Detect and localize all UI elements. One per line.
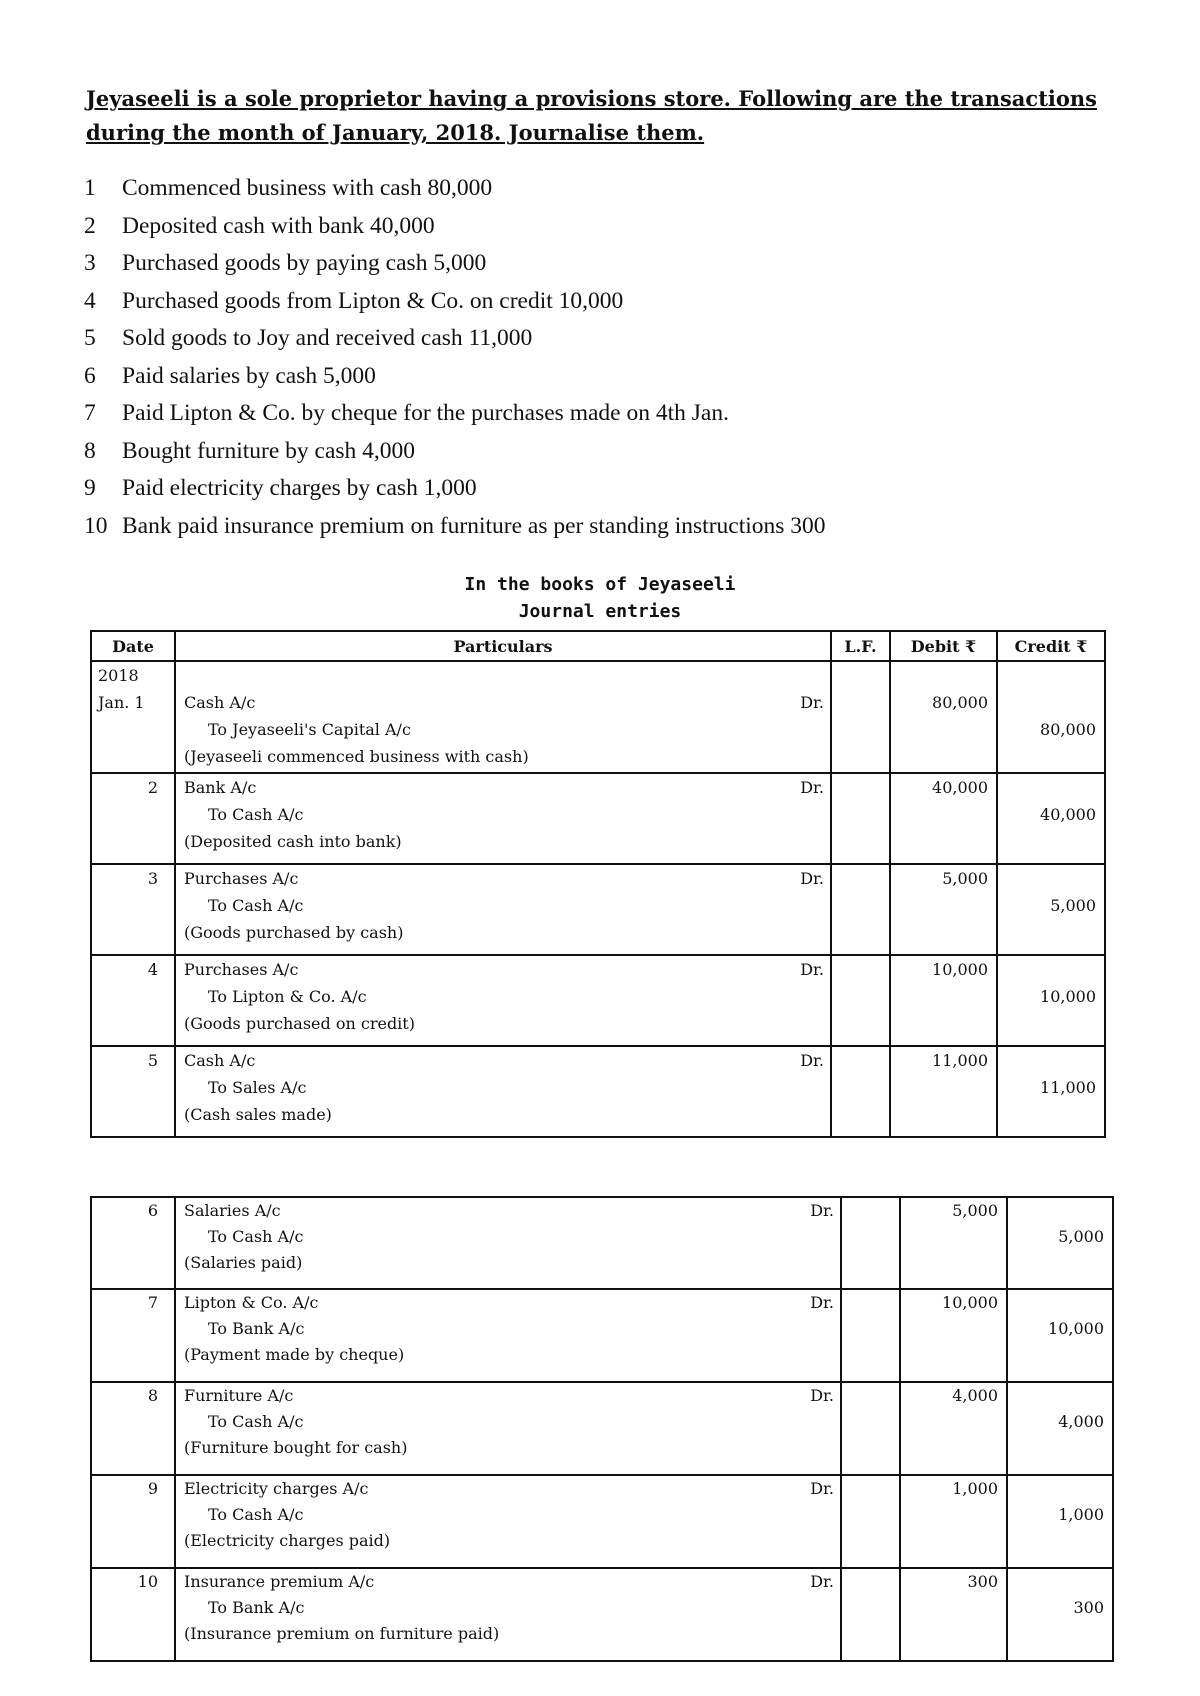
date-cell	[91, 1046, 175, 1137]
entry-date: 9	[147, 1479, 158, 1498]
debit-amount: 10,000	[932, 960, 988, 979]
list-item	[84, 433, 826, 471]
debit-cell	[890, 955, 997, 1046]
transaction-list	[84, 170, 826, 545]
debit-account: Salaries A/c	[184, 1201, 281, 1220]
transaction-text: Bought furniture by cash 4,000	[122, 437, 416, 464]
transaction-text: Bank paid insurance premium on furniture as per standing instructions 300	[122, 512, 826, 539]
particulars-cell	[175, 1382, 841, 1475]
date-cell	[91, 1568, 175, 1661]
year-value: 2018	[98, 666, 139, 685]
list-item	[84, 208, 826, 246]
particulars-cell	[175, 864, 831, 955]
transaction-number: 7	[84, 400, 96, 426]
transaction-number: 8	[84, 437, 96, 464]
narration: (Salaries paid)	[184, 1253, 303, 1272]
credit-account: To Sales A/c	[208, 1078, 307, 1097]
debit-amount: 11,000	[932, 1051, 988, 1070]
credit-account: To Cash A/c	[208, 1227, 304, 1246]
table-row	[91, 1568, 1113, 1661]
lf-column-header: L.F.	[831, 631, 890, 661]
particulars-cell	[175, 1475, 841, 1568]
particulars-cell	[175, 773, 831, 864]
transaction-number: 3	[84, 250, 96, 276]
credit-account: To Lipton & Co. A/c	[208, 987, 367, 1006]
debit-amount: 300	[967, 1572, 998, 1591]
list-item	[84, 283, 826, 321]
debit-cell	[890, 1046, 997, 1137]
transaction-number: 1	[84, 175, 96, 201]
debit-account: Bank A/c	[184, 778, 257, 797]
dr-label: Dr.	[800, 778, 824, 797]
lf-cell	[841, 1289, 900, 1382]
journal-table-page-2	[90, 1196, 1114, 1662]
credit-amount: 10,000	[1048, 1319, 1104, 1338]
table-row	[91, 689, 1105, 773]
debit-amount: 5,000	[952, 1201, 998, 1220]
credit-amount: 80,000	[1040, 720, 1096, 739]
table-row	[91, 773, 1105, 864]
lf-cell	[841, 1197, 900, 1289]
debit-cell	[900, 1382, 1007, 1475]
debit-account: Purchases A/c	[184, 869, 299, 888]
date-cell	[91, 1197, 175, 1289]
debit-cell	[890, 773, 997, 864]
dr-label: Dr.	[800, 960, 824, 979]
debit-amount: 40,000	[932, 778, 988, 797]
transaction-text: Paid Lipton & Co. by cheque for the purchases made on 4th Jan.	[122, 400, 729, 426]
date-column-header: Date	[91, 631, 175, 661]
credit-account: To Bank A/c	[208, 1319, 305, 1338]
date-cell	[91, 1289, 175, 1382]
debit-column-header: Debit ₹	[890, 631, 997, 661]
table-row	[91, 1475, 1113, 1568]
journal-title: Journal entries	[518, 601, 682, 622]
list-item	[84, 508, 826, 546]
transaction-text: Sold goods to Joy and received cash 11,000	[122, 325, 533, 351]
debit-cell	[900, 1475, 1007, 1568]
credit-cell	[997, 773, 1105, 864]
transaction-number: 9	[84, 475, 96, 501]
table-row	[91, 1046, 1105, 1137]
credit-cell	[1007, 1289, 1113, 1382]
transaction-text: Purchased goods by paying cash 5,000	[122, 250, 487, 276]
credit-cell	[1007, 1382, 1113, 1475]
lf-cell	[841, 1568, 900, 1661]
credit-cell	[1007, 1475, 1113, 1568]
lf-cell	[831, 864, 890, 955]
table-row	[91, 661, 1105, 689]
question-heading: Jeyaseeli is a sole proprietor having a provisions store. Following are the transactions during the month of January, 2018. Journalise them.	[86, 86, 1097, 145]
debit-account: Electricity charges A/c	[184, 1479, 369, 1498]
particulars-cell	[175, 1046, 831, 1137]
credit-account: To Cash A/c	[208, 805, 304, 824]
entry-date: 6	[147, 1201, 158, 1220]
debit-cell	[900, 1568, 1007, 1661]
credit-amount: 5,000	[1050, 896, 1096, 915]
dr-label: Dr.	[800, 869, 824, 888]
debit-amount: 10,000	[942, 1293, 998, 1312]
list-item	[84, 395, 826, 433]
entry-date: 8	[147, 1386, 158, 1405]
date-cell	[91, 864, 175, 955]
transaction-number: 5	[84, 325, 96, 351]
narration: (Deposited cash into bank)	[184, 832, 402, 851]
journal-table-page-1	[90, 630, 1106, 1138]
credit-account: To Cash A/c	[208, 1412, 304, 1431]
dr-label: Dr.	[810, 1386, 834, 1405]
table-row	[91, 1382, 1113, 1475]
date-cell	[91, 689, 175, 773]
credit-cell	[997, 1046, 1105, 1137]
debit-account: Lipton & Co. A/c	[184, 1293, 319, 1312]
particulars-column-header: Particulars	[175, 631, 831, 661]
particulars-cell	[175, 1197, 841, 1289]
dr-label: Dr.	[810, 1572, 834, 1591]
transaction-number: 6	[84, 362, 96, 389]
list-item	[84, 245, 826, 283]
entry-date: 2	[147, 778, 158, 797]
transaction-text: Commenced business with cash 80,000	[122, 175, 493, 201]
table-row	[91, 864, 1105, 955]
transaction-number: 10	[84, 512, 108, 539]
lf-cell	[831, 1046, 890, 1137]
table-row	[91, 1197, 1113, 1289]
credit-amount: 300	[1073, 1598, 1104, 1617]
entry-date: 10	[137, 1572, 158, 1591]
credit-cell	[997, 955, 1105, 1046]
debit-cell	[900, 1197, 1007, 1289]
debit-account: Cash A/c	[184, 693, 256, 712]
credit-column-header: Credit ₹	[997, 631, 1105, 661]
dr-label: Dr.	[800, 1051, 824, 1070]
particulars-cell	[175, 1289, 841, 1382]
credit-amount: 10,000	[1040, 987, 1096, 1006]
entry-date: 3	[147, 869, 158, 888]
narration: (Goods purchased by cash)	[184, 923, 404, 942]
date-cell	[91, 773, 175, 864]
year-cell	[91, 661, 175, 689]
dr-label: Dr.	[810, 1293, 834, 1312]
date-cell	[91, 1475, 175, 1568]
credit-cell	[997, 864, 1105, 955]
book-title: In the books of Jeyaseeli	[464, 574, 736, 595]
credit-amount: 5,000	[1058, 1227, 1104, 1246]
credit-account: To Cash A/c	[208, 1505, 304, 1524]
credit-amount: 11,000	[1040, 1078, 1096, 1097]
entry-date: 4	[147, 960, 158, 979]
debit-account: Purchases A/c	[184, 960, 299, 979]
debit-amount: 5,000	[942, 869, 988, 888]
transaction-number: 2	[84, 212, 96, 239]
transaction-text: Paid salaries by cash 5,000	[122, 362, 376, 389]
debit-cell	[900, 1289, 1007, 1382]
table-row	[91, 1289, 1113, 1382]
particulars-cell	[175, 1568, 841, 1661]
lf-cell	[841, 1382, 900, 1475]
list-item	[84, 470, 826, 508]
credit-cell	[1007, 1197, 1113, 1289]
transaction-text: Deposited cash with bank 40,000	[122, 212, 435, 239]
narration: (Jeyaseeli commenced business with cash)	[184, 747, 529, 766]
entry-date: 5	[147, 1051, 158, 1070]
dr-label: Dr.	[800, 693, 824, 712]
narration: (Insurance premium on furniture paid)	[184, 1624, 500, 1643]
lf-cell	[831, 773, 890, 864]
lf-cell	[831, 955, 890, 1046]
debit-amount: 80,000	[932, 693, 988, 712]
transaction-number: 4	[84, 287, 96, 314]
credit-account: To Jeyaseeli's Capital A/c	[208, 720, 411, 739]
entry-date: 7	[147, 1293, 158, 1312]
debit-amount: 1,000	[952, 1479, 998, 1498]
table-row	[91, 955, 1105, 1046]
debit-account: Furniture A/c	[184, 1386, 294, 1405]
lf-cell	[831, 689, 890, 773]
narration: (Furniture bought for cash)	[184, 1438, 408, 1457]
dr-label: Dr.	[810, 1201, 834, 1220]
debit-account: Insurance premium A/c	[184, 1572, 375, 1591]
table-header-row	[91, 631, 1105, 661]
debit-amount: 4,000	[952, 1386, 998, 1405]
credit-cell	[1007, 1568, 1113, 1661]
transaction-text: Purchased goods from Lipton & Co. on credit 10,000	[122, 287, 624, 314]
list-item	[84, 170, 826, 208]
list-item	[84, 358, 826, 396]
particulars-cell	[175, 955, 831, 1046]
list-item	[84, 320, 826, 358]
entry-date: Jan. 1	[98, 693, 145, 712]
debit-cell	[890, 689, 997, 773]
lf-cell	[841, 1475, 900, 1568]
date-cell	[91, 1382, 175, 1475]
credit-amount: 40,000	[1040, 805, 1096, 824]
date-cell	[91, 955, 175, 1046]
credit-amount: 4,000	[1058, 1412, 1104, 1431]
narration: (Cash sales made)	[184, 1105, 332, 1124]
credit-amount: 1,000	[1058, 1505, 1104, 1524]
debit-cell	[890, 864, 997, 955]
debit-account: Cash A/c	[184, 1051, 256, 1070]
credit-account: To Bank A/c	[208, 1598, 305, 1617]
narration: (Electricity charges paid)	[184, 1531, 391, 1550]
transaction-text: Paid electricity charges by cash 1,000	[122, 475, 477, 501]
narration: (Payment made by cheque)	[184, 1345, 405, 1364]
dr-label: Dr.	[810, 1479, 834, 1498]
particulars-cell	[175, 689, 831, 773]
credit-cell	[997, 689, 1105, 773]
narration: (Goods purchased on credit)	[184, 1014, 415, 1033]
credit-account: To Cash A/c	[208, 896, 304, 915]
